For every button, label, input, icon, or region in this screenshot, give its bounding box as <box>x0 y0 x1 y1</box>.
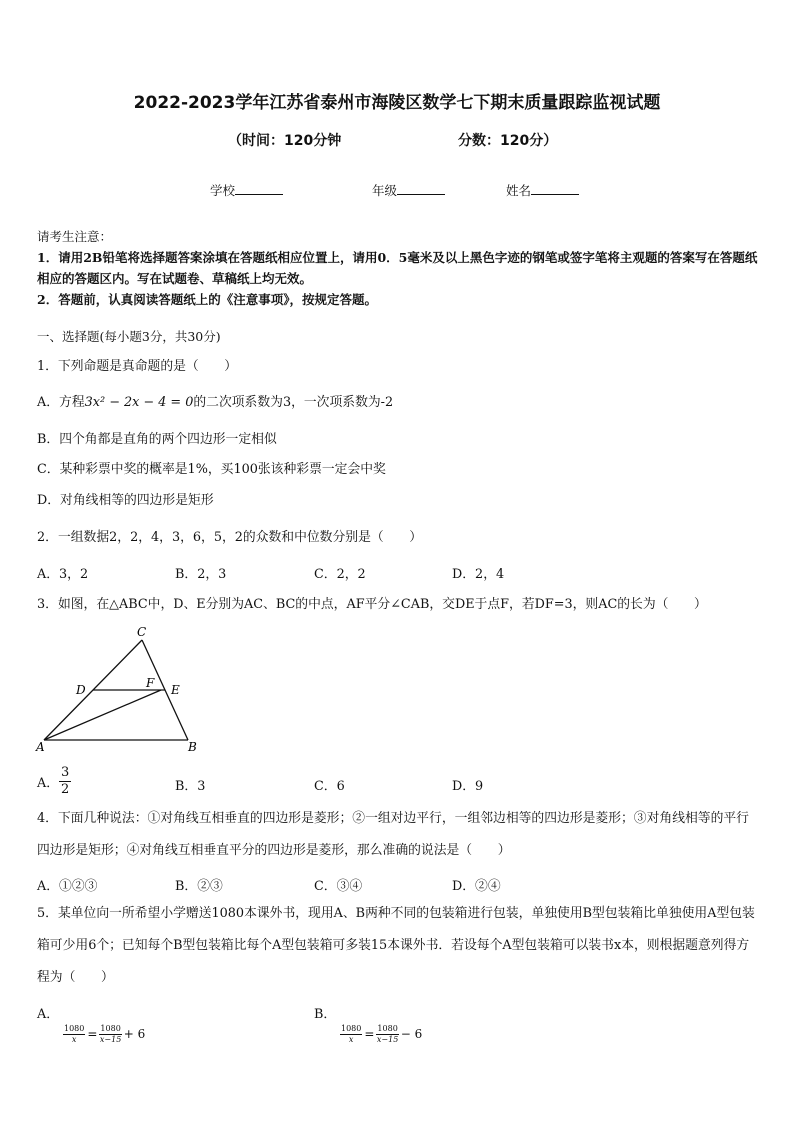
q5-option-b-equation: $\frac{1080}{x}$ = $\frac{1080}{x-15}$ − 6 <box>341 1024 423 1044</box>
q4-option-a: A．①②③ <box>37 879 98 894</box>
q1-option-b: B．四个角都是直角的两个四边形一定相似 <box>37 432 277 447</box>
fraction-numerator: 1080 <box>341 1024 362 1033</box>
q5-option-a-tail: + 6 <box>123 1027 146 1041</box>
name-field <box>506 181 579 199</box>
q3-stem: 3．如图，在△ABC中，D、E分别为AC、BC的中点，AF平分∠CAB，交DE于点F，若DF=3，则AC的长为（ ） <box>37 597 707 612</box>
fraction-left <box>63 1024 85 1045</box>
label-a: A <box>36 740 45 754</box>
fraction-numerator: 1080 <box>100 1024 121 1033</box>
q3-option-c: C．6 <box>314 779 345 794</box>
q4-option-b: B．②③ <box>175 879 223 894</box>
q5-stem: 5．某单位向一所希望小学赠送1080本课外书，现用A、B两种不同的包装箱进行包装，单独使用B型包装箱比单独使用A型包装箱可少用6个；已知每个B型包装箱比每个A型包装箱可多装15本课外书．若设每个A型包装箱可以装书x本，则根据题意列得方程为（ ） <box>37 906 755 985</box>
q2-option-a: A．3，2 <box>37 567 89 582</box>
exam-score: 分数：120分） <box>458 133 558 149</box>
exam-notes <box>37 226 759 310</box>
fraction-denominator: x−15 <box>99 1035 122 1044</box>
q5-option-a-equation: $\frac{1080}{x}$ = $\frac{1080}{x-15}$ + 6 <box>64 1024 146 1044</box>
segment-af <box>44 690 161 740</box>
fraction-right <box>376 1024 398 1045</box>
q1-option-a <box>37 391 393 410</box>
grade-field <box>372 181 445 199</box>
q1-stem: 1．下列命题是真命题的是（ ） <box>37 359 238 374</box>
q3-triangle-figure <box>30 620 210 755</box>
q3-option-b: B．3 <box>175 779 206 794</box>
fraction-denominator: x <box>71 1035 77 1044</box>
q2-stem: 2．一组数据2，2，4，3，6，5，2的众数和中位数分别是（ ） <box>37 530 423 545</box>
q5-option-a-label: A． <box>37 1007 60 1022</box>
q2-option-d: D．2，4 <box>452 567 505 582</box>
q1-option-a-prefix: A．方程 <box>37 395 85 410</box>
section-heading: 一、选择题(每小题3分，共30分) <box>37 329 221 344</box>
label-d: D <box>76 683 86 697</box>
fraction-denominator: 2 <box>61 782 70 797</box>
fraction-numerator: 3 <box>61 765 70 780</box>
notes-item-2: 2．答题前，认真阅读答题纸上的《注意事项》，按规定答题。 <box>37 292 377 307</box>
name-blank <box>531 182 579 195</box>
name-label: 姓名 <box>506 183 532 198</box>
q3-option-a-label: A． <box>37 776 60 791</box>
label-b: B <box>188 740 197 754</box>
fraction-right <box>99 1024 121 1045</box>
school-field <box>210 181 283 199</box>
school-label: 学校 <box>210 183 236 198</box>
q1-equation: 3x² − 2x − 4 = 0 <box>84 395 194 410</box>
grade-blank <box>397 182 445 195</box>
notes-item-1: 1．请用2B铅笔将选择题答案涂填在答题纸相应位置上，请用0．5毫米及以上黑色字迹的钢笔或签字笔将主观题的答案写在答题纸相应的答题区内。写在试题卷、草稿纸上均无效。 <box>37 250 758 286</box>
label-c: C <box>137 625 147 639</box>
fraction-numerator: 1080 <box>377 1024 398 1033</box>
q3-option-a-fraction <box>59 765 71 798</box>
label-f: F <box>146 676 155 690</box>
q5-option-b-tail: − 6 <box>400 1027 423 1041</box>
notes-heading: 请考生注意： <box>37 229 113 244</box>
fraction-numerator: 1080 <box>64 1024 85 1033</box>
school-blank <box>235 182 283 195</box>
q2-option-c: C．2，2 <box>314 567 366 582</box>
q5-option-b-label: B． <box>314 1007 337 1022</box>
fraction-denominator: x <box>348 1035 354 1044</box>
q1-option-c: C．某种彩票中奖的概率是1%，买100张该种彩票一定会中奖 <box>37 462 386 477</box>
q4-stem: 4．下面几种说法：①对角线互相垂直的四边形是菱形；②一组对边平行，一组邻边相等的四边形是菱形；③对角线相等的平行四边形是矩形；④对角线互相垂直平分的四边形是菱形，那么准确的说法是（ ） <box>37 811 749 858</box>
exam-time: （时间：120分钟 <box>228 133 342 149</box>
q4-option-c: C．③④ <box>314 879 363 894</box>
q3-option-d: D．9 <box>452 779 484 794</box>
q5-option-a <box>37 1003 145 1045</box>
q4-option-d: D．②④ <box>452 879 501 894</box>
q1-option-a-suffix: 的二次项系数为3，一次项系数为-2 <box>193 395 394 410</box>
q1-option-d: D．对角线相等的四边形是矩形 <box>37 493 214 508</box>
q5-option-b <box>314 1003 422 1045</box>
q3-option-a <box>37 765 71 798</box>
fraction-denominator: x−15 <box>376 1035 399 1044</box>
label-e: E <box>171 683 180 697</box>
grade-label: 年级 <box>372 183 398 198</box>
exam-title: 2022-2023学年江苏省泰州市海陵区数学七下期末质量跟踪监视试题 <box>133 93 661 113</box>
fraction-left <box>340 1024 362 1045</box>
q2-option-b: B．2，3 <box>175 567 227 582</box>
